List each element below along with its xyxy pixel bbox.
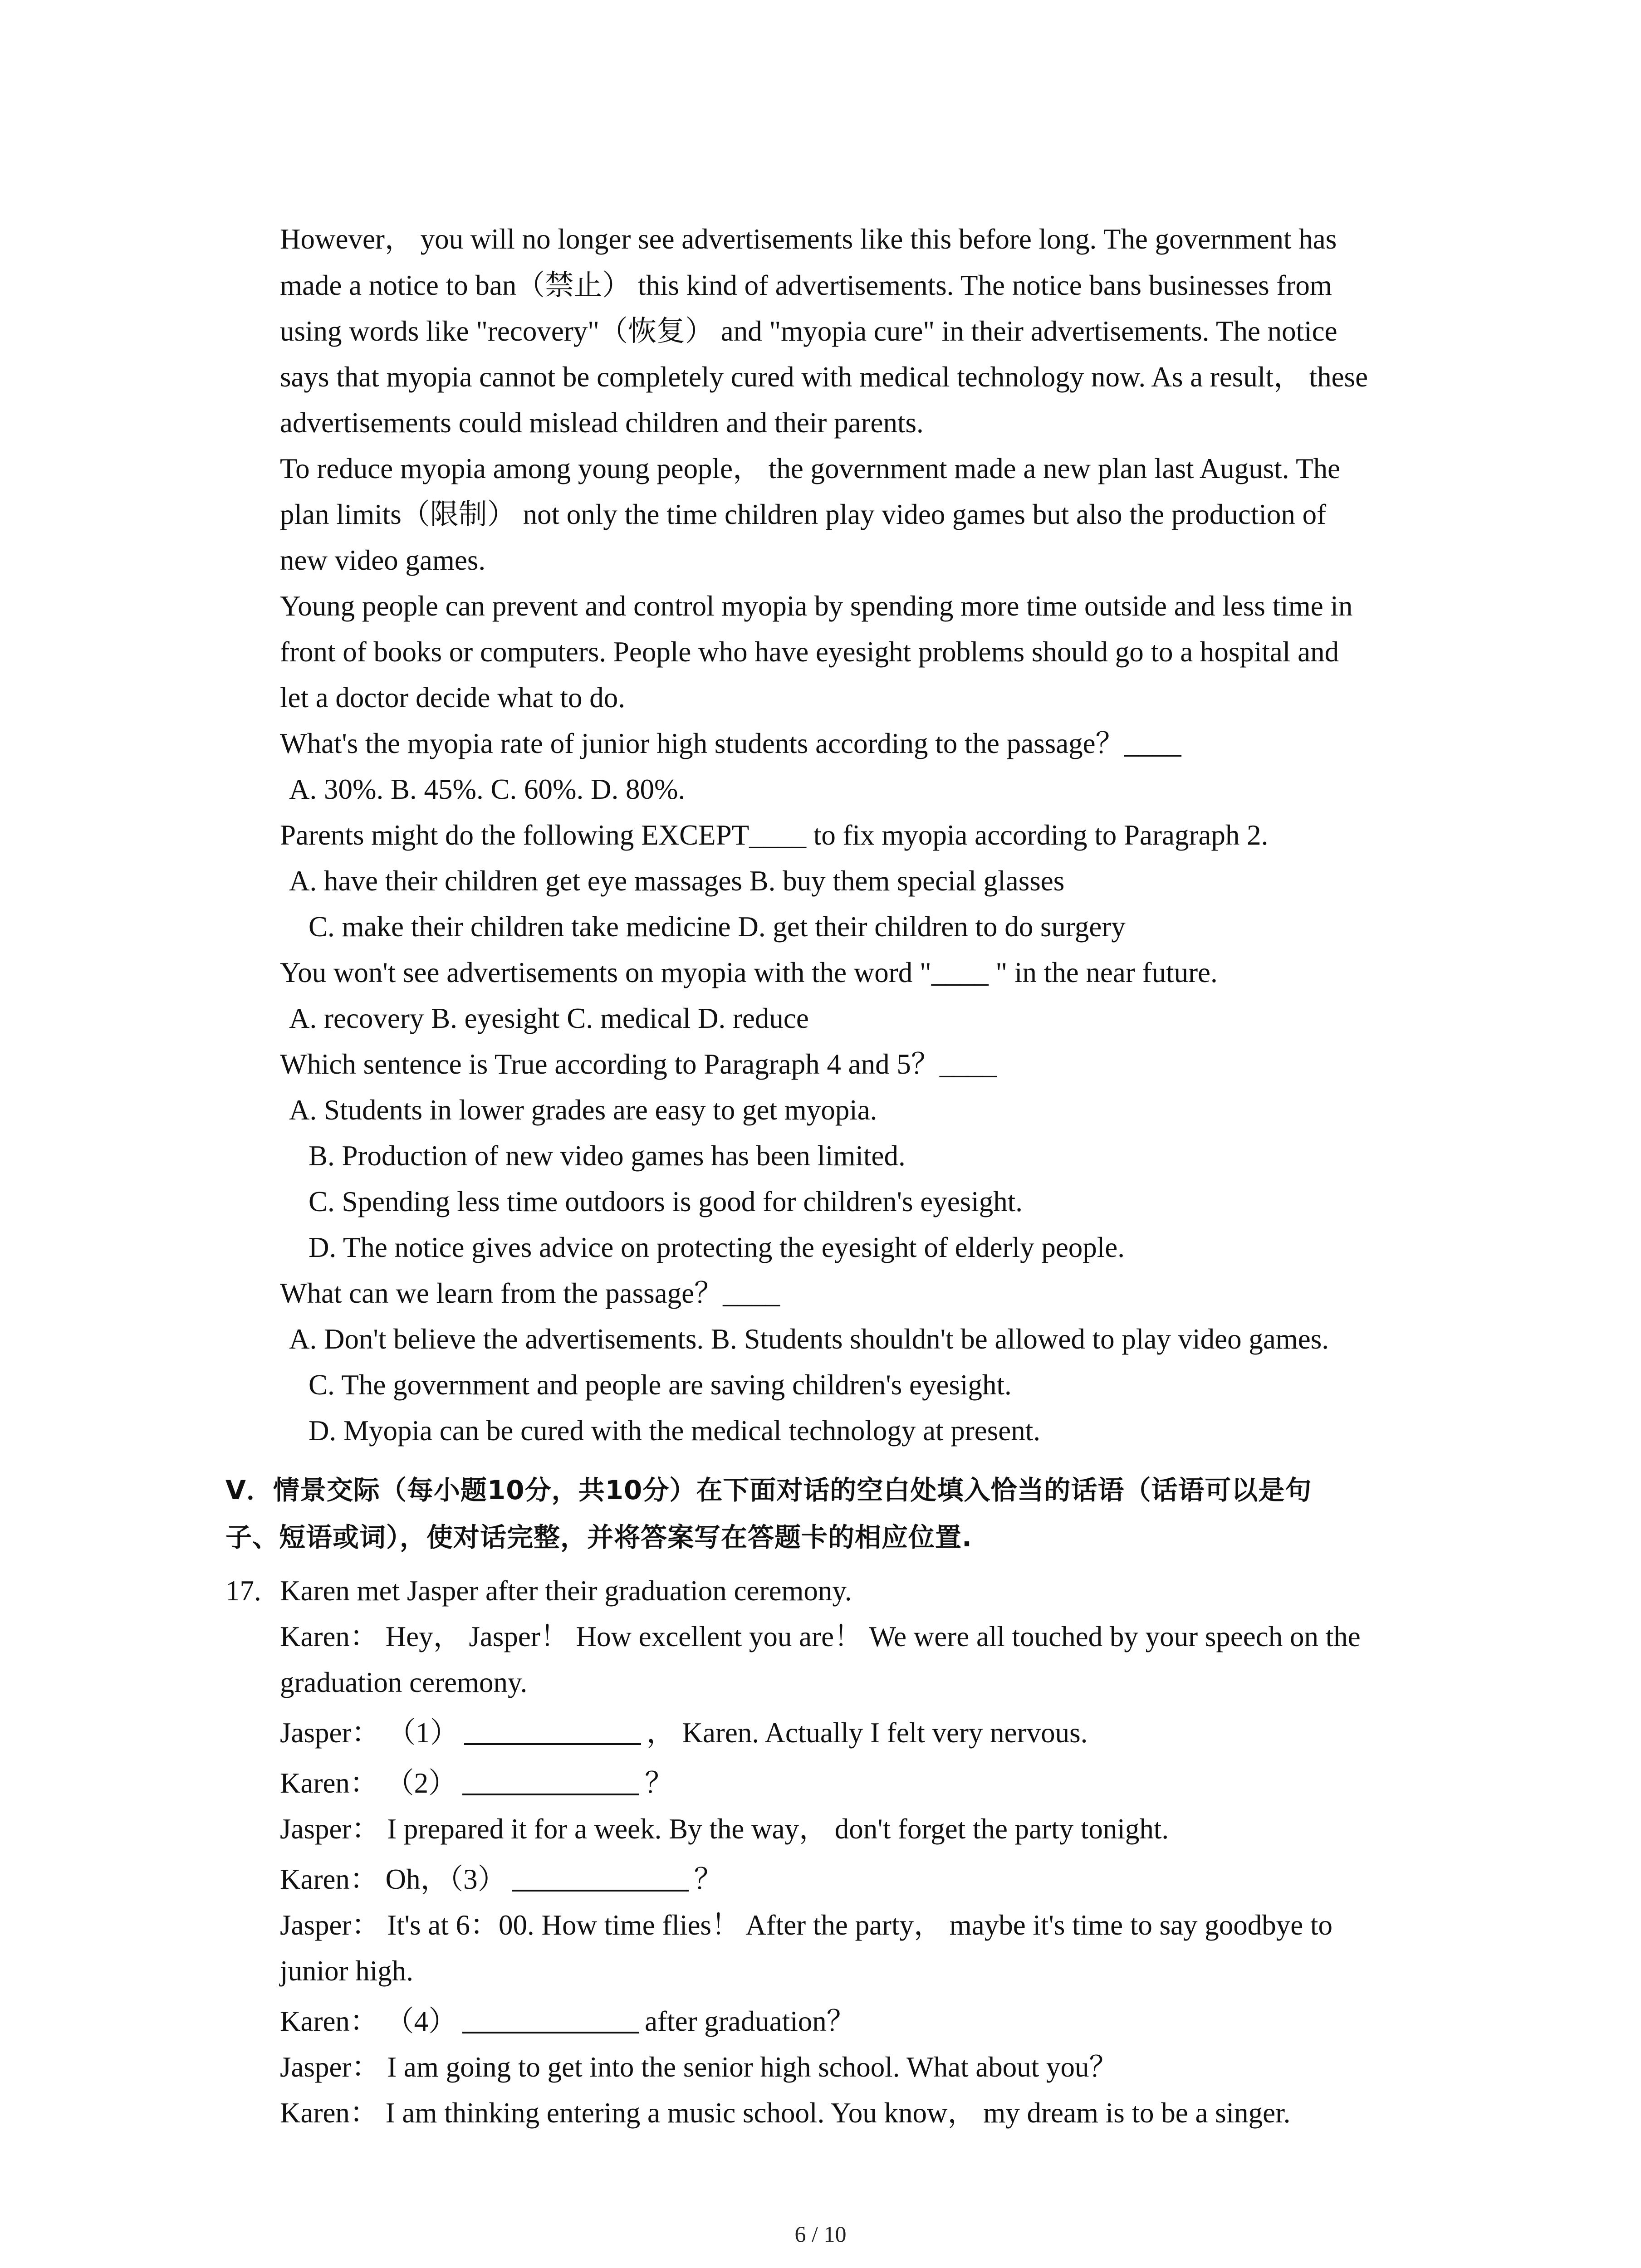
dialogue-speaker-text: Jasper： （1） <box>280 1717 459 1749</box>
dialogue-line <box>280 1715 1087 1751</box>
passage-line: advertisements could mislead children and their parents. <box>280 407 924 439</box>
question-option: C. Spending less time outdoors is good for children's eyesight. <box>309 1186 1023 1217</box>
page-number: 6 / 10 <box>794 2221 847 2247</box>
question-stem: What can we learn from the passage？____ <box>280 1277 780 1309</box>
question-number: 17. <box>225 1575 261 1607</box>
answer-blank-4[interactable] <box>462 2004 639 2033</box>
question-option: B. Production of new video games has been limited. <box>309 1140 906 1172</box>
question-options: A. have their children get eye massages B. buy them special glasses <box>289 865 1065 897</box>
question-stem: What's the myopia rate of junior high students according to the passage？____ <box>280 728 1181 759</box>
dialogue-line: Jasper： I prepared it for a week. By the way， don't forget the party tonight. <box>280 1813 1169 1845</box>
dialogue-speaker-text: Karen： （4） <box>280 2005 457 2037</box>
passage-line: says that myopia cannot be completely cured with medical technology now. As a result， these <box>280 361 1368 393</box>
passage-line: let a doctor decide what to do. <box>280 682 625 714</box>
section-heading: 子、短语或词），使对话完整，并将答案写在答题卡的相应位置. <box>225 1522 973 1553</box>
dialogue-text: after graduation？ <box>645 2005 855 2037</box>
dialogue-line <box>280 1861 723 1897</box>
passage-line: Young people can prevent and control myopia by spending more time outside and less time in <box>280 590 1353 622</box>
dialogue-line: Karen： I am thinking entering a music school. You know， my dream is to be a singer. <box>280 2097 1291 2129</box>
dialogue-speaker-text: Karen： Oh，（3） <box>280 1863 506 1895</box>
question-options: A. recovery B. eyesight C. medical D. reduce <box>289 1002 809 1034</box>
dialogue-text: ？ <box>645 1767 674 1799</box>
passage-line: front of books or computers. People who have eyesight problems should go to a hospital and <box>280 636 1339 668</box>
passage-line: However， you will no longer see advertisements like this before long. The government has <box>280 223 1337 255</box>
question-stem: Parents might do the following EXCEPT____ to fix myopia according to Paragraph 2. <box>280 819 1269 851</box>
section-heading: Ⅴ．情景交际（每小题10分，共10分）在下面对话的空白处填入恰当的话语（话语可以是句 <box>225 1475 1312 1505</box>
question-option: C. The government and people are saving children's eyesight. <box>309 1369 1012 1401</box>
passage-line: made a notice to ban（禁止） this kind of advertisements. The notice bans businesses from <box>280 269 1332 301</box>
dialogue-text: ？ <box>694 1863 723 1895</box>
question-stem: You won't see advertisements on myopia with the word "____ " in the near future. <box>280 957 1218 988</box>
passage-line: new video games. <box>280 544 486 576</box>
dialogue-speaker-text: Karen： （2） <box>280 1767 457 1799</box>
dialogue-line: junior high. <box>280 1955 413 1987</box>
question-option: A. Students in lower grades are easy to get myopia. <box>289 1094 877 1126</box>
question-stem: Which sentence is True according to Paragraph 4 and 5？____ <box>280 1048 997 1080</box>
answer-blank-3[interactable] <box>512 1862 689 1892</box>
dialogue-line: Jasper： It's at 6：00. How time flies！ After the party， maybe it's time to say goodbye to <box>280 1909 1333 1941</box>
question-option: D. Myopia can be cured with the medical technology at present. <box>309 1415 1040 1447</box>
dialogue-line <box>280 1765 673 1801</box>
passage-line: To reduce myopia among young people， the government made a new plan last August. The <box>280 453 1341 484</box>
answer-blank-2[interactable] <box>462 1766 639 1795</box>
passage-line: using words like "recovery"（恢复） and "myopia cure" in their advertisements. The notice <box>280 315 1337 347</box>
dialogue-line <box>280 2003 855 2039</box>
dialogue-text: ， Karen. Actually I felt very nervous. <box>646 1717 1088 1749</box>
passage-line: plan limits（限制） not only the time children play video games but also the production of <box>280 499 1327 530</box>
question-option: D. The notice gives advice on protecting the eyesight of elderly people. <box>309 1232 1125 1263</box>
question-options: C. make their children take medicine D. get their children to do surgery <box>309 911 1126 943</box>
dialogue-line: graduation ceremony. <box>280 1667 528 1698</box>
dialogue-intro: Karen met Jasper after their graduation ceremony. <box>280 1575 852 1607</box>
dialogue-line: Jasper： I am going to get into the senior high school. What about you？ <box>280 2051 1118 2083</box>
dialogue-line: Karen： Hey， Jasper！ How excellent you are！ We were all touched by your speech on the <box>280 1621 1361 1652</box>
answer-blank-1[interactable] <box>464 1716 641 1745</box>
question-options: A. Don't believe the advertisements. B. Students shouldn't be allowed to play video games. <box>289 1323 1329 1355</box>
question-options: A. 30%. B. 45%. C. 60%. D. 80%. <box>289 773 686 805</box>
